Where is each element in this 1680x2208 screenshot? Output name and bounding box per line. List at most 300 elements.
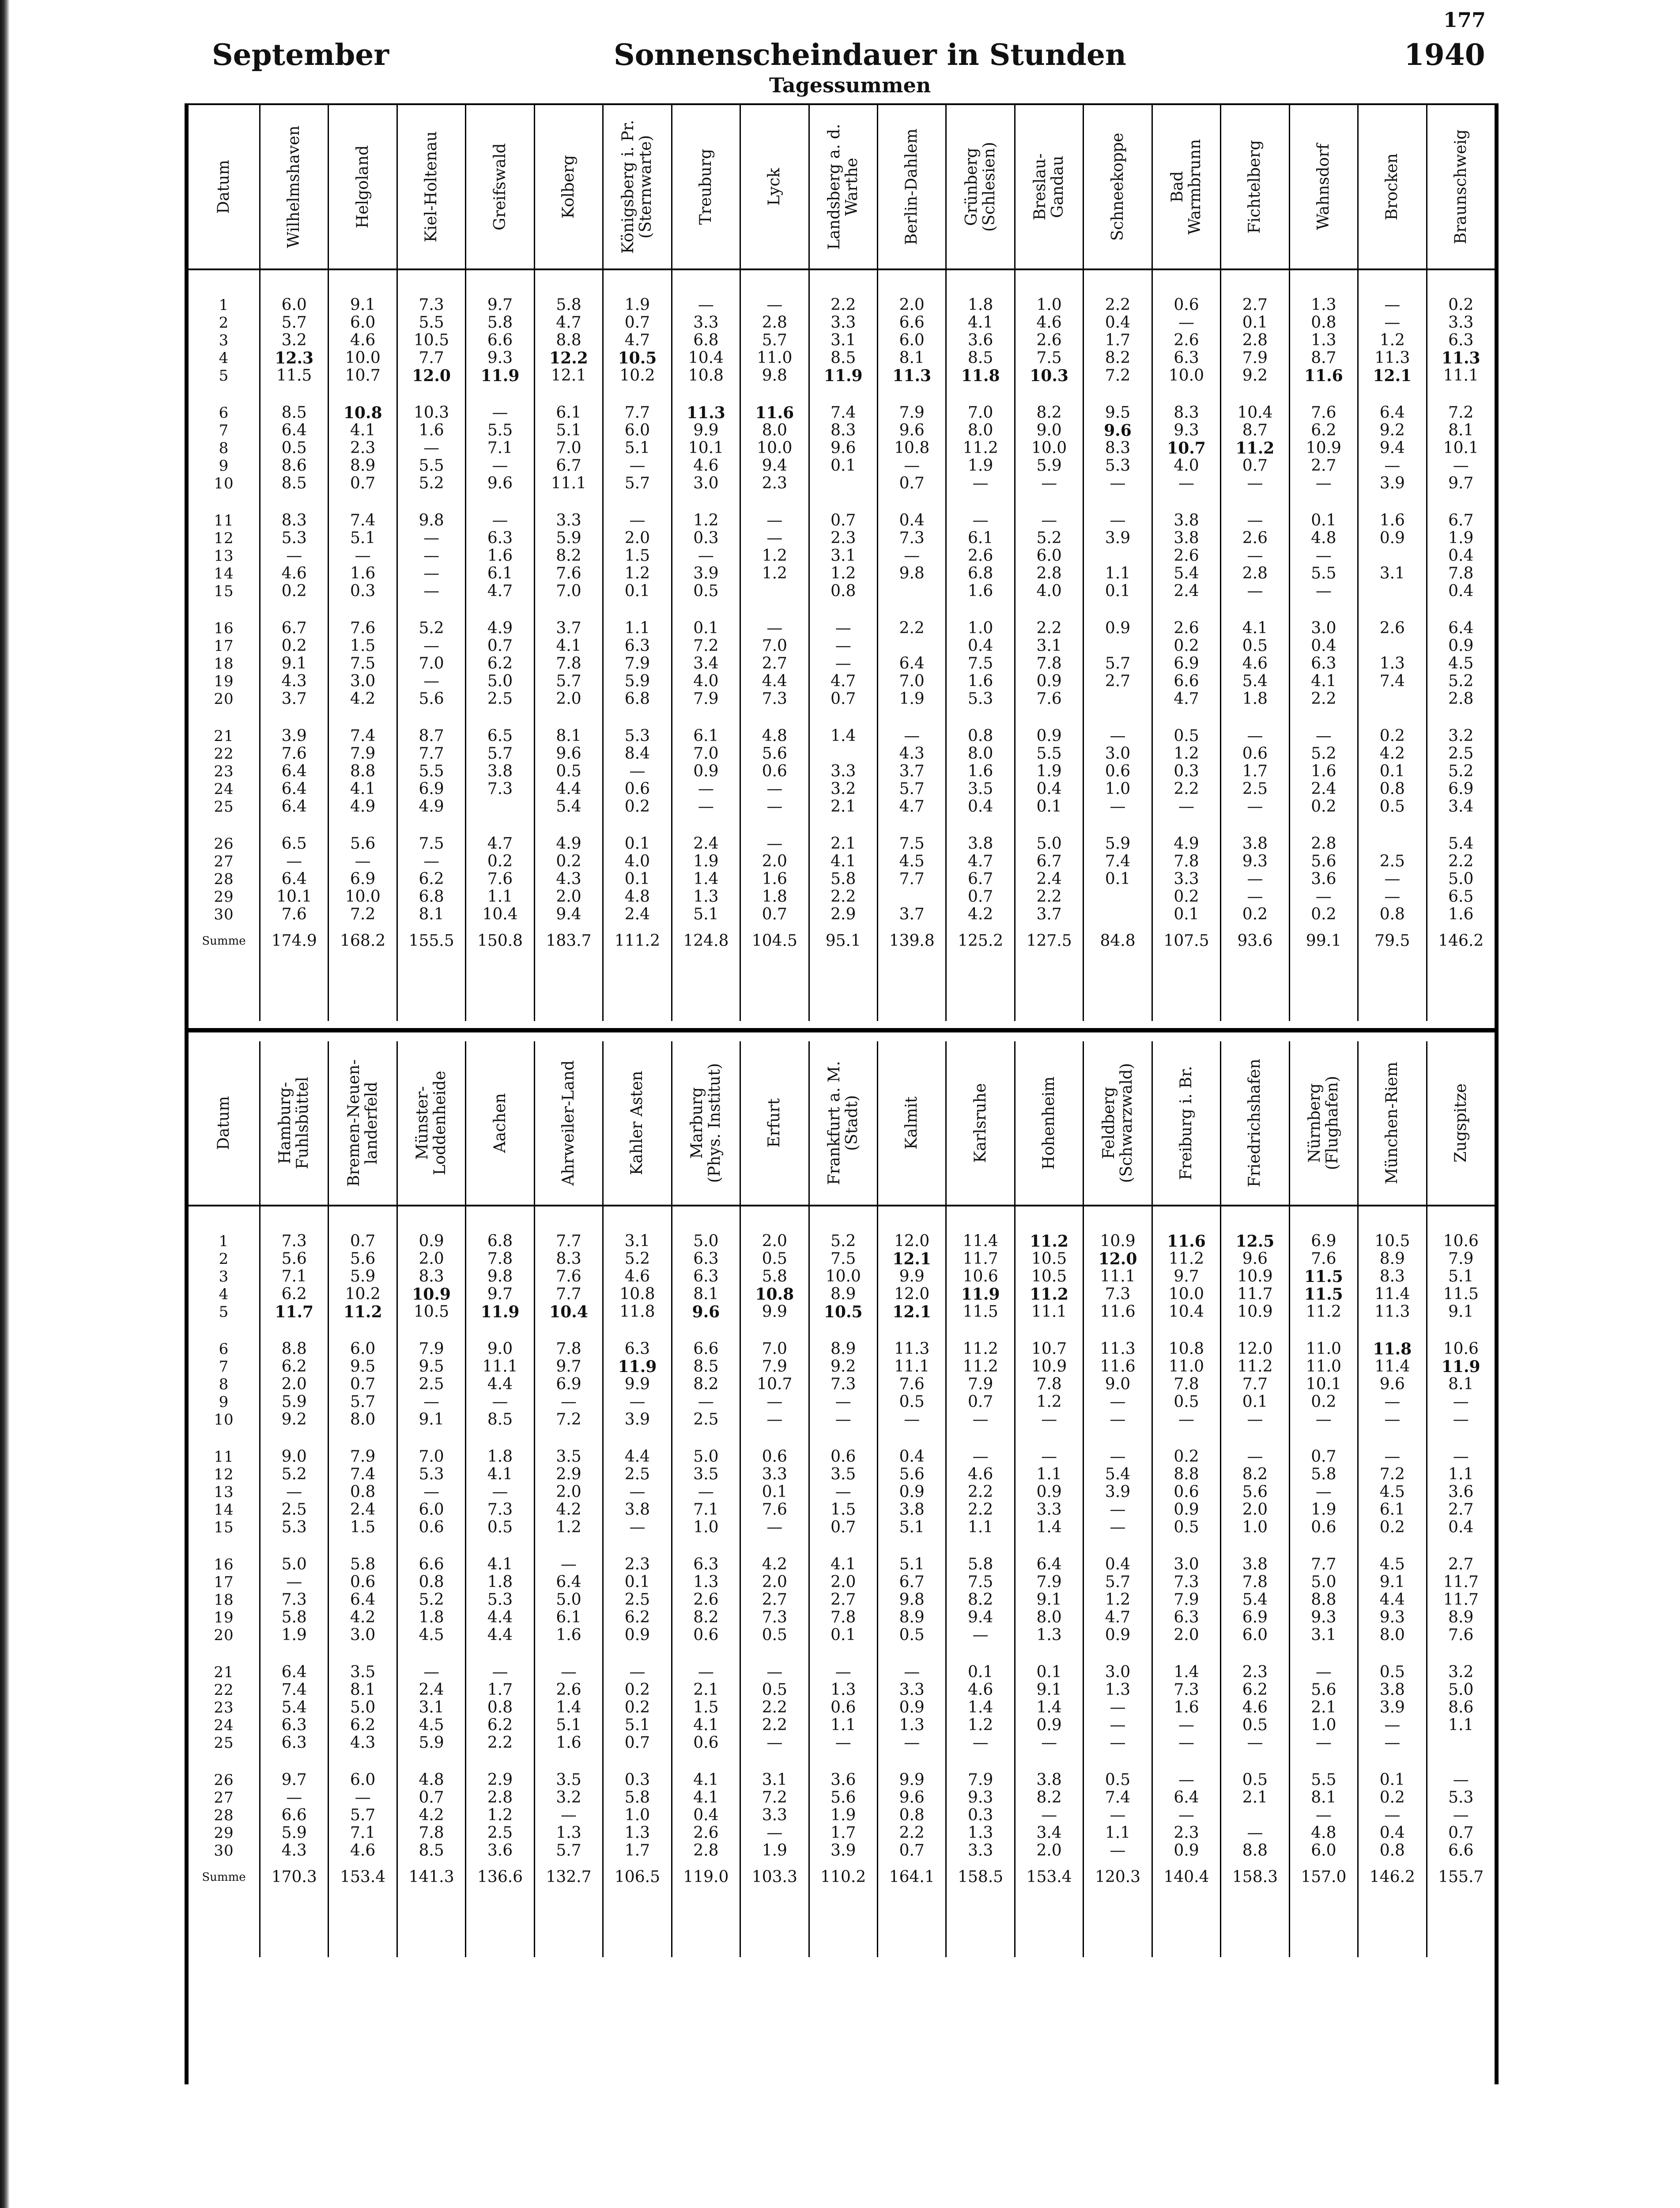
- sunshine-value: 11.2: [1235, 439, 1275, 457]
- sunshine-value: 3.6: [487, 1841, 513, 1860]
- sunshine-value: 2.2: [1174, 780, 1199, 798]
- sunshine-value: 5.0: [1311, 1573, 1336, 1591]
- station-column: [328, 270, 396, 1021]
- sunshine-value: 10.3: [1030, 367, 1068, 385]
- sunshine-value: 4.6: [693, 457, 719, 475]
- sunshine-value: 0.9: [1174, 1501, 1199, 1519]
- sunshine-value: 8.6: [1448, 1698, 1474, 1716]
- station-name: Grünberg (Schlesien): [962, 142, 998, 232]
- summe-label: Summe: [202, 1871, 246, 1884]
- sunshine-value: 0.6: [350, 1573, 376, 1591]
- sunshine-value: —: [766, 1393, 783, 1411]
- sunshine-value: 6.7: [968, 870, 993, 888]
- sunshine-value: 9.2: [1379, 421, 1405, 439]
- monthly-sum: 150.8: [477, 932, 523, 950]
- table-section-north: [189, 105, 1495, 1024]
- sunshine-value: 10.6: [963, 1267, 998, 1285]
- sunshine-value: 4.8: [762, 727, 787, 745]
- sunshine-value: —: [835, 1393, 851, 1411]
- sunshine-value: 0.1: [831, 457, 856, 475]
- sunshine-value: 4.8: [1311, 1824, 1336, 1842]
- sunshine-value: 6.6: [419, 1555, 444, 1573]
- day-number: 2: [219, 314, 229, 332]
- sunshine-value: 7.9: [350, 745, 376, 763]
- sunshine-value: 10.7: [757, 1375, 793, 1393]
- sunshine-value: 9.2: [1242, 367, 1268, 385]
- day-number: 21: [214, 727, 234, 745]
- sunshine-value: 5.2: [1311, 745, 1336, 763]
- datum-label: Datum: [215, 159, 233, 214]
- sunshine-value: 1.1: [1448, 1716, 1474, 1734]
- sunshine-value: 4.4: [487, 1608, 513, 1626]
- sunshine-value: 0.4: [1448, 547, 1474, 565]
- sunshine-value: 3.6: [1448, 1483, 1474, 1501]
- sunshine-value: 0.3: [968, 1806, 993, 1824]
- sunshine-value: 3.6: [1311, 870, 1336, 888]
- sunshine-value: 6.4: [281, 762, 307, 780]
- station-column: [1220, 1206, 1288, 1957]
- sunshine-value: —: [286, 852, 302, 870]
- station-column: [671, 1206, 740, 1957]
- sunshine-value: 5.6: [899, 1465, 925, 1483]
- sunshine-value: 6.3: [693, 1555, 719, 1573]
- sunshine-value: 1.6: [350, 564, 376, 582]
- sunshine-value: 0.2: [1174, 637, 1199, 655]
- sunshine-value: 7.7: [1242, 1375, 1268, 1393]
- sunshine-value: 8.8: [1174, 1465, 1199, 1483]
- sunshine-value: 10.8: [619, 1285, 655, 1303]
- station-column: [602, 1206, 671, 1957]
- sunshine-value: 8.8: [281, 1340, 307, 1358]
- sunshine-value: [810, 475, 877, 492]
- sunshine-value: —: [1110, 1410, 1126, 1429]
- sunshine-value: —: [1178, 1806, 1194, 1824]
- sunshine-value: 2.1: [1311, 1698, 1336, 1716]
- station-header: [740, 1041, 808, 1205]
- monthly-sum: 127.5: [1026, 932, 1072, 950]
- sunshine-value: 11.9: [1441, 1357, 1480, 1376]
- sunshine-value: 11.9: [618, 1357, 657, 1376]
- sunshine-value: 8.5: [419, 1841, 444, 1860]
- day-number: 24: [214, 780, 234, 798]
- sunshine-value: 1.5: [350, 1518, 376, 1536]
- station-name: Breslau- Gandau: [1031, 153, 1067, 220]
- monthly-sum: 125.2: [958, 932, 1004, 950]
- sunshine-value: 2.2: [762, 1716, 787, 1734]
- sunshine-value: [1359, 548, 1426, 564]
- sunshine-value: 0.9: [1036, 672, 1062, 690]
- sunshine-value: —: [972, 474, 989, 492]
- sunshine-value: 0.1: [1379, 762, 1405, 780]
- sunshine-value: 6.6: [1174, 672, 1199, 690]
- monthly-sum: 155.7: [1438, 1868, 1484, 1886]
- sunshine-value: 9.9: [693, 421, 719, 439]
- monthly-sum: 93.6: [1237, 932, 1273, 950]
- sunshine-value: 1.7: [1105, 331, 1131, 349]
- day-number: 30: [214, 906, 234, 923]
- sunshine-value: 10.4: [1168, 1303, 1204, 1321]
- sunshine-value: 3.0: [1174, 1555, 1199, 1573]
- sunshine-value: 0.8: [487, 1698, 513, 1716]
- sunshine-value: 1.3: [1379, 654, 1405, 673]
- sunshine-value: 0.2: [1448, 296, 1474, 314]
- sunshine-value: 2.5: [487, 1824, 513, 1842]
- sunshine-value: 8.5: [281, 404, 307, 422]
- sunshine-value: 10.1: [1306, 1375, 1341, 1393]
- sunshine-value: 5.9: [350, 1267, 376, 1285]
- sunshine-value: —: [1453, 1771, 1469, 1789]
- sunshine-value: 0.8: [968, 727, 993, 745]
- sunshine-value: 5.1: [693, 905, 719, 923]
- sunshine-value: 6.4: [899, 654, 925, 673]
- monthly-sum: 120.3: [1095, 1868, 1141, 1886]
- sunshine-value: —: [1110, 1501, 1126, 1519]
- sunshine-value: 0.7: [831, 690, 856, 708]
- station-column: [945, 270, 1014, 1021]
- sunshine-value: 4.7: [624, 331, 650, 349]
- sunshine-value: 2.5: [693, 1410, 719, 1429]
- sunshine-value: 2.6: [1242, 529, 1268, 547]
- sunshine-value: 0.4: [1105, 1555, 1131, 1573]
- day-number: 25: [214, 1734, 234, 1752]
- sunshine-value: 0.6: [419, 1518, 444, 1536]
- sunshine-value: 11.1: [1031, 1303, 1067, 1321]
- sunshine-value: 3.3: [831, 762, 856, 780]
- sunshine-value: 7.5: [831, 1250, 856, 1268]
- station-name: Hohenheim: [1040, 1076, 1058, 1170]
- sunshine-value: 9.3: [1242, 852, 1268, 870]
- station-name: Fichtelberg: [1246, 140, 1264, 234]
- sunshine-value: 0.7: [831, 1518, 856, 1536]
- sunshine-value: 1.4: [1036, 1698, 1062, 1716]
- sunshine-value: 5.0: [693, 1232, 719, 1250]
- sunshine-value: 6.1: [487, 564, 513, 582]
- sunshine-value: 4.9: [1174, 835, 1199, 853]
- sunshine-value: 0.8: [899, 1806, 925, 1824]
- monthly-sum: 99.1: [1306, 932, 1341, 950]
- sunshine-value: 1.2: [1105, 1591, 1131, 1609]
- sunshine-value: 7.9: [419, 1340, 444, 1358]
- sunshine-value: 7.6: [762, 1501, 787, 1519]
- monthly-sum: 158.5: [958, 1868, 1004, 1886]
- sunshine-value: 2.9: [831, 905, 856, 923]
- station-header: [1220, 1041, 1288, 1205]
- station-column: [396, 1206, 465, 1957]
- sunshine-value: 3.4: [1036, 1824, 1062, 1842]
- sunshine-value: 1.0: [693, 1518, 719, 1536]
- sunshine-value: 7.2: [1448, 404, 1474, 422]
- sunshine-value: 5.9: [281, 1824, 307, 1842]
- sunshine-value: 6.5: [281, 835, 307, 853]
- sunshine-value: 4.6: [281, 564, 307, 582]
- sunshine-value: 0.9: [1448, 637, 1474, 655]
- sunshine-value: 0.3: [350, 582, 376, 600]
- sunshine-value: 8.1: [556, 727, 581, 745]
- station-column: [259, 270, 328, 1021]
- sunshine-value: 7.6: [350, 619, 376, 637]
- sunshine-value: 6.7: [899, 1573, 925, 1591]
- sunshine-value: 0.5: [899, 1393, 925, 1411]
- station-column: [328, 1206, 396, 1957]
- sunshine-value: 7.4: [1379, 672, 1405, 690]
- sunshine-value: —: [1384, 888, 1401, 906]
- sunshine-value: 3.0: [1311, 619, 1336, 637]
- sunshine-value: —: [1041, 1410, 1057, 1429]
- sunshine-value: 5.0: [1036, 835, 1062, 853]
- monthly-sum: 103.3: [751, 1868, 797, 1886]
- sunshine-value: 7.0: [419, 1448, 444, 1466]
- sunshine-value: 6.3: [693, 1250, 719, 1268]
- sunshine-value: 8.9: [1379, 1250, 1405, 1268]
- sunshine-value: 7.8: [1174, 1375, 1199, 1393]
- sunshine-value: 0.1: [1242, 314, 1268, 332]
- sunshine-value: 7.6: [899, 1375, 925, 1393]
- sunshine-value: —: [972, 1410, 989, 1429]
- sunshine-value: 6.4: [281, 798, 307, 816]
- sunshine-value: 7.8: [1036, 1375, 1062, 1393]
- sunshine-value: 1.5: [693, 1698, 719, 1716]
- sunshine-value: 0.6: [693, 1734, 719, 1752]
- sunshine-value: 9.4: [556, 905, 581, 923]
- station-header: [1357, 1041, 1426, 1205]
- sunshine-value: 2.3: [762, 474, 787, 492]
- sunshine-value: 6.4: [281, 421, 307, 439]
- sunshine-value: 3.5: [831, 1465, 856, 1483]
- sunshine-value: 10.5: [823, 1303, 863, 1321]
- sunshine-value: 8.1: [419, 905, 444, 923]
- sunshine-value: —: [1384, 1806, 1401, 1824]
- sunshine-value: 10.6: [1443, 1232, 1479, 1250]
- sunshine-value: 7.9: [1242, 349, 1268, 367]
- sunshine-value: 0.1: [1036, 798, 1062, 816]
- sunshine-value: —: [423, 672, 440, 690]
- sunshine-value: 1.2: [831, 564, 856, 582]
- sunshine-value: 0.2: [1379, 1518, 1405, 1536]
- sunshine-value: 8.1: [1311, 1788, 1336, 1807]
- sunshine-value: 6.4: [281, 780, 307, 798]
- sunshine-value: 4.6: [1242, 1698, 1268, 1716]
- sunshine-value: 1.2: [1036, 1393, 1062, 1411]
- station-name: Kalmit: [902, 1096, 921, 1149]
- sunshine-value: 2.0: [762, 1232, 787, 1250]
- sunshine-value: 1.2: [1379, 331, 1405, 349]
- sunshine-value: —: [904, 1663, 920, 1681]
- sunshine-value: 3.1: [1036, 637, 1062, 655]
- sunshine-value: [466, 798, 533, 815]
- station-column: [1220, 270, 1288, 1021]
- sunshine-value: —: [1110, 727, 1126, 745]
- sunshine-value: 1.9: [693, 852, 719, 870]
- sunshine-value: 0.5: [556, 762, 581, 780]
- sunshine-value: 2.0: [419, 1250, 444, 1268]
- sunshine-value: —: [1247, 727, 1263, 745]
- sunshine-value: 2.7: [1448, 1555, 1474, 1573]
- sunshine-value: 10.5: [414, 1303, 449, 1321]
- sunshine-value: —: [766, 529, 783, 547]
- sunshine-value: 9.8: [762, 367, 787, 385]
- sunshine-value: 1.6: [968, 582, 993, 600]
- sunshine-value: 6.6: [487, 331, 513, 349]
- sunshine-value: —: [423, 529, 440, 547]
- sunshine-value: 11.5: [1304, 1267, 1343, 1286]
- sunshine-value: 11.1: [482, 1357, 518, 1376]
- sunshine-value: 4.7: [899, 798, 925, 816]
- sunshine-value: 11.1: [551, 474, 587, 492]
- sunshine-value: 12.0: [894, 1232, 930, 1250]
- sunshine-value: 7.8: [419, 1824, 444, 1842]
- sunshine-value: 0.5: [1379, 798, 1405, 816]
- sunshine-value: 2.1: [831, 835, 856, 853]
- sunshine-value: 6.1: [1379, 1501, 1405, 1519]
- sunshine-value: —: [904, 1734, 920, 1752]
- sunshine-value: 7.7: [899, 870, 925, 888]
- sunshine-value: —: [1110, 474, 1126, 492]
- sunshine-value: 2.2: [1036, 619, 1062, 637]
- sunshine-value: 2.0: [1036, 1841, 1062, 1860]
- sunshine-value: 9.2: [281, 1410, 307, 1429]
- sunshine-value: 4.2: [350, 1608, 376, 1626]
- sunshine-value: 2.7: [762, 1591, 787, 1609]
- sunshine-value: 0.8: [1379, 905, 1405, 923]
- summe-label: Summe: [202, 934, 246, 948]
- sunshine-value: 8.0: [350, 1410, 376, 1429]
- sunshine-value: 4.0: [693, 672, 719, 690]
- sunshine-value: 5.8: [281, 1608, 307, 1626]
- sunshine-value: —: [423, 637, 440, 655]
- sunshine-value: 7.0: [556, 439, 581, 457]
- sunshine-value: 1.2: [1174, 745, 1199, 763]
- sunshine-value: 11.5: [1443, 1285, 1479, 1303]
- sunshine-value: 0.5: [762, 1250, 787, 1268]
- sunshine-value: 3.8: [624, 1501, 650, 1519]
- sunshine-value: 10.4: [688, 349, 724, 367]
- sunshine-value: —: [1247, 870, 1263, 888]
- sunshine-value: —: [1453, 1806, 1469, 1824]
- sunshine-value: 1.2: [693, 511, 719, 529]
- sunshine-value: 9.5: [419, 1357, 444, 1376]
- sunshine-value: 0.7: [624, 1734, 650, 1752]
- sunshine-value: 9.9: [624, 1375, 650, 1393]
- sunshine-value: 2.9: [556, 1465, 581, 1483]
- sunshine-value: 3.2: [556, 1788, 581, 1807]
- sunshine-value: 0.6: [693, 1626, 719, 1644]
- sunshine-value: 5.8: [1311, 1465, 1336, 1483]
- sunshine-value: 9.8: [899, 1591, 925, 1609]
- sunshine-value: —: [492, 511, 508, 529]
- sunshine-value: 7.3: [1174, 1573, 1199, 1591]
- sunshine-value: 1.8: [968, 296, 993, 314]
- sunshine-value: 0.9: [1036, 1716, 1062, 1734]
- sunshine-value: 7.4: [350, 1465, 376, 1483]
- table-body: [189, 1206, 1495, 1957]
- page-number: 177: [1443, 8, 1486, 32]
- sunshine-value: 4.5: [1379, 1483, 1405, 1501]
- sunshine-value: 3.8: [1242, 835, 1268, 853]
- sunshine-value: —: [286, 1788, 302, 1807]
- sunshine-value: 7.6: [556, 564, 581, 582]
- day-number: 17: [214, 637, 234, 655]
- sunshine-value: 0.2: [281, 637, 307, 655]
- sunshine-value: 7.2: [556, 1410, 581, 1429]
- sunshine-value: 12.0: [412, 367, 451, 385]
- sunshine-value: —: [972, 1734, 989, 1752]
- sunshine-value: —: [972, 511, 989, 529]
- sunshine-value: 5.6: [831, 1788, 856, 1807]
- sunshine-value: 1.6: [556, 1626, 581, 1644]
- header-subtitle: Tagessummen: [769, 73, 931, 97]
- sunshine-value: 0.5: [1242, 637, 1268, 655]
- sunshine-value: 0.7: [899, 1841, 925, 1860]
- monthly-sum: 141.3: [408, 1868, 454, 1886]
- sunshine-value: 2.8: [487, 1788, 513, 1807]
- sunshine-value: 7.1: [487, 439, 513, 457]
- sunshine-value: 6.4: [1448, 619, 1474, 637]
- sunshine-value: —: [1384, 1393, 1401, 1411]
- sunshine-value: [878, 583, 945, 600]
- sunshine-value: 6.0: [281, 296, 307, 314]
- sunshine-value: 7.7: [624, 404, 650, 422]
- sunshine-value: 7.0: [762, 637, 787, 655]
- sunshine-value: 3.9: [1105, 1483, 1131, 1501]
- sunshine-value: 9.4: [762, 457, 787, 475]
- sunshine-value: 12.1: [1373, 367, 1412, 385]
- station-column: [1357, 270, 1426, 1021]
- sunshine-value: 4.2: [1379, 745, 1405, 763]
- sunshine-value: 5.1: [556, 421, 581, 439]
- sunshine-value: 8.0: [1379, 1626, 1405, 1644]
- sunshine-value: 2.2: [487, 1734, 513, 1752]
- sunshine-value: 5.2: [624, 1250, 650, 1268]
- station-header: [1151, 105, 1220, 268]
- station-name: München-Riem: [1383, 1062, 1401, 1184]
- day-number: 4: [219, 349, 229, 367]
- sunshine-value: —: [1041, 1448, 1057, 1466]
- station-header: [1083, 105, 1151, 268]
- sunshine-value: 3.1: [831, 331, 856, 349]
- sunshine-value: [1359, 691, 1426, 707]
- sunshine-value: —: [972, 1448, 989, 1466]
- sunshine-value: 9.7: [487, 1285, 513, 1303]
- sunshine-value: 5.8: [624, 1788, 650, 1807]
- sunshine-value: 9.6: [899, 421, 925, 439]
- sunshine-value: —: [1178, 1716, 1194, 1734]
- table-section-south: [189, 1041, 1495, 1960]
- sunshine-value: 0.4: [693, 1806, 719, 1824]
- sunshine-value: 0.1: [968, 1663, 993, 1681]
- sunshine-value: 0.7: [1311, 1448, 1336, 1466]
- sunshine-value: 0.3: [624, 1771, 650, 1789]
- sunshine-value: 0.1: [1036, 1663, 1062, 1681]
- sunshine-value: —: [629, 457, 646, 475]
- station-name: Freiburg i. Br.: [1177, 1066, 1195, 1180]
- sunshine-value: 0.6: [1311, 1518, 1336, 1536]
- sunshine-value: 2.4: [1311, 780, 1336, 798]
- day-number: 20: [214, 1626, 234, 1644]
- sunshine-value: 5.2: [831, 1232, 856, 1250]
- sunshine-value: 2.7: [1311, 457, 1336, 475]
- sunshine-value: 9.6: [1379, 1375, 1405, 1393]
- sunshine-value: 5.1: [1448, 1267, 1474, 1285]
- day-number: 12: [214, 1466, 234, 1483]
- sunshine-value: 5.7: [556, 672, 581, 690]
- sunshine-value: 5.2: [1448, 672, 1474, 690]
- sunshine-value: 11.2: [1306, 1303, 1341, 1321]
- sunshine-value: 7.1: [350, 1824, 376, 1842]
- sunshine-value: 4.8: [1311, 529, 1336, 547]
- sunshine-value: 10.9: [1100, 1232, 1136, 1250]
- sunshine-value: 4.1: [487, 1465, 513, 1483]
- sunshine-value: —: [560, 1806, 577, 1824]
